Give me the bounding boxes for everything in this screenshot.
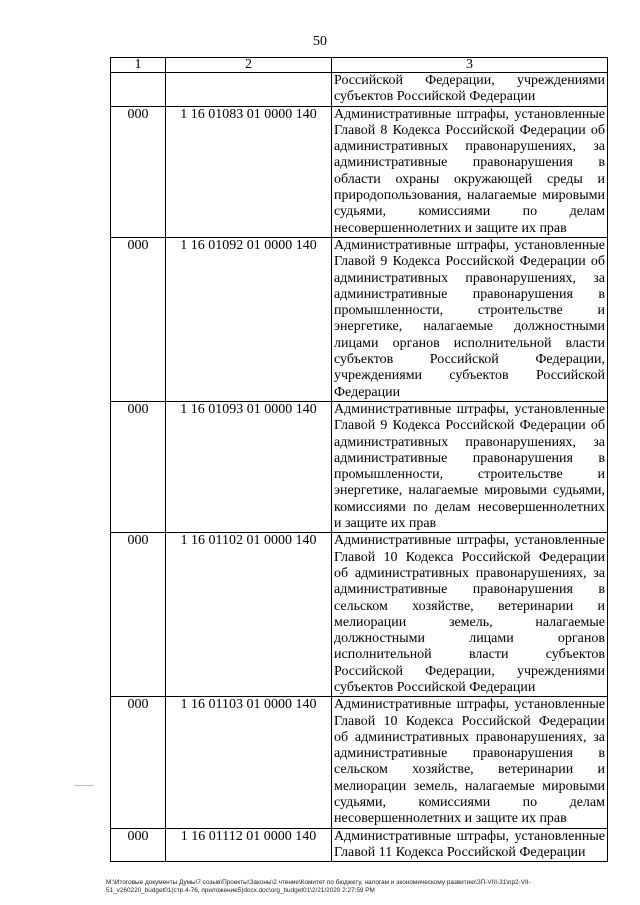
description-line: Административные штрафы, установленные (334, 533, 605, 549)
description-line: Главой 9 Кодекса Российской Федерации об (334, 254, 605, 270)
table-row (111, 106, 608, 237)
footer-file-path (106, 879, 626, 895)
description-line: субъектов Российской Федерации, (334, 352, 605, 368)
margin-mark (74, 785, 94, 786)
admin-code-cell: 000 (111, 697, 166, 828)
description-line: энергетике, налагаемые должностными (334, 319, 605, 335)
table-row (111, 697, 608, 828)
admin-code-cell: 000 (111, 237, 166, 401)
description-line: Административные штрафы, установленные (334, 697, 605, 713)
description-line: административных правонарушениях, за (334, 139, 605, 155)
description-line: Административные штрафы, установленные (334, 106, 605, 122)
description-line: учреждениями субъектов Российской (334, 368, 605, 384)
budget-code-cell: 1 16 01083 01 0000 140 (166, 106, 332, 237)
budget-code-cell: 1 16 01103 01 0000 140 (166, 697, 332, 828)
table-row (111, 401, 608, 532)
description-line: Федерации (334, 384, 401, 400)
description-cell (332, 697, 608, 828)
description-line: несовершеннолетних и защите их прав (334, 220, 567, 236)
page-number: 50 (313, 34, 327, 49)
description-line: административные правонарушения в (334, 746, 605, 762)
description-line: мелиорации земель, налагаемые мировыми (334, 778, 605, 794)
budget-code-cell: 1 16 01102 01 0000 140 (166, 533, 332, 697)
admin-code-cell: 000 (111, 828, 166, 862)
admin-code-cell (111, 73, 166, 107)
budget-table (110, 57, 608, 862)
admin-code-cell: 000 (111, 401, 166, 532)
table-row (111, 828, 608, 862)
description-line: Главой 10 Кодекса Российской Федерации (334, 549, 605, 565)
description-line: сельском хозяйстве, ветеринарии и (334, 762, 605, 778)
description-line: субъектов Российской Федерации (334, 89, 536, 105)
description-line: административные правонарушения в (334, 582, 605, 598)
description-cell (332, 237, 608, 401)
description-line: Административные штрафы, установленные (334, 401, 605, 417)
admin-code-cell: 000 (111, 533, 166, 697)
description-cell (332, 533, 608, 697)
description-cell (332, 828, 608, 862)
description-line: Административные штрафы, установленные (334, 237, 605, 253)
budget-code-cell: 1 16 01093 01 0000 140 (166, 401, 332, 532)
description-line: судьями, комиссиями по делам (334, 204, 605, 220)
budget-code-cell: 1 16 01112 01 0000 140 (166, 828, 332, 862)
table-row (111, 237, 608, 401)
description-line: административных правонарушениях, за (334, 270, 605, 286)
admin-code-cell: 000 (111, 106, 166, 237)
description-line: Главой 11 Кодекса Российской Федерации (334, 844, 586, 860)
description-line: административные правонарушения в (334, 450, 605, 466)
budget-code-cell (166, 73, 332, 107)
description-line: судьями, комиссиями по делам (334, 795, 605, 811)
footer-line: 51_v260220_budget01(стр.4-76, приложение5)docx.doc\org_budget01\2/21/2020 2:27:59 PM (106, 887, 375, 894)
description-line: об административных правонарушениях, за (334, 729, 605, 745)
description-line: Российской Федерации, учреждениями (334, 663, 605, 679)
description-line: лицами органов исполнительной власти (334, 335, 605, 351)
footer-line: M:\Итоговые документы Думы\7 созыв\Проекты\Законы\2 чтение\Комитет по бюджету, налогам и экономическому развитию\ЗП-VIII-31\пр2-VII- (106, 879, 531, 886)
description-line: об административных правонарушениях, за (334, 565, 605, 581)
description-line: Главой 9 Кодекса Российской Федерации об (334, 418, 605, 434)
table-body (111, 73, 608, 862)
description-line: промышленности, строительстве и (334, 467, 605, 483)
description-line: исполнительной власти субъектов (334, 647, 605, 663)
description-cell (332, 401, 608, 532)
description-line: области охраны окружающей среды и (334, 171, 605, 187)
description-line: субъектов Российской Федерации (334, 679, 536, 695)
description-line: Административные штрафы, установленные (334, 828, 605, 844)
description-line: административные правонарушения в (334, 286, 605, 302)
description-line: административные правонарушения в (334, 155, 605, 171)
description-line: сельском хозяйстве, ветеринарии и (334, 598, 605, 614)
description-line: должностными лицами органов (334, 631, 605, 647)
description-line: мелиорации земель, налагаемые (334, 614, 605, 630)
description-line: Главой 10 Кодекса Российской Федерации (334, 713, 605, 729)
description-line: энергетике, налагаемые мировыми судьями, (334, 483, 605, 499)
description-line: комиссиями по делам несовершеннолетних (334, 499, 605, 515)
description-line: Российской Федерации, учреждениями (334, 73, 605, 88)
table-row (111, 73, 608, 107)
description-line: Главой 8 Кодекса Российской Федерации об (334, 122, 605, 138)
column-header-2: 2 (166, 58, 332, 73)
description-line: и защите их прав (334, 516, 437, 532)
table-row (111, 533, 608, 697)
column-header-1: 1 (111, 58, 166, 73)
table-header-row (111, 58, 608, 73)
description-line: административных правонарушениях, за (334, 434, 605, 450)
description-cell (332, 106, 608, 237)
description-line: природопользования, налагаемые мировыми (334, 188, 605, 204)
description-cell (332, 73, 608, 107)
budget-code-cell: 1 16 01092 01 0000 140 (166, 237, 332, 401)
description-line: несовершеннолетних и защите их прав (334, 811, 567, 827)
column-header-3: 3 (332, 58, 608, 73)
description-line: промышленности, строительстве и (334, 303, 605, 319)
